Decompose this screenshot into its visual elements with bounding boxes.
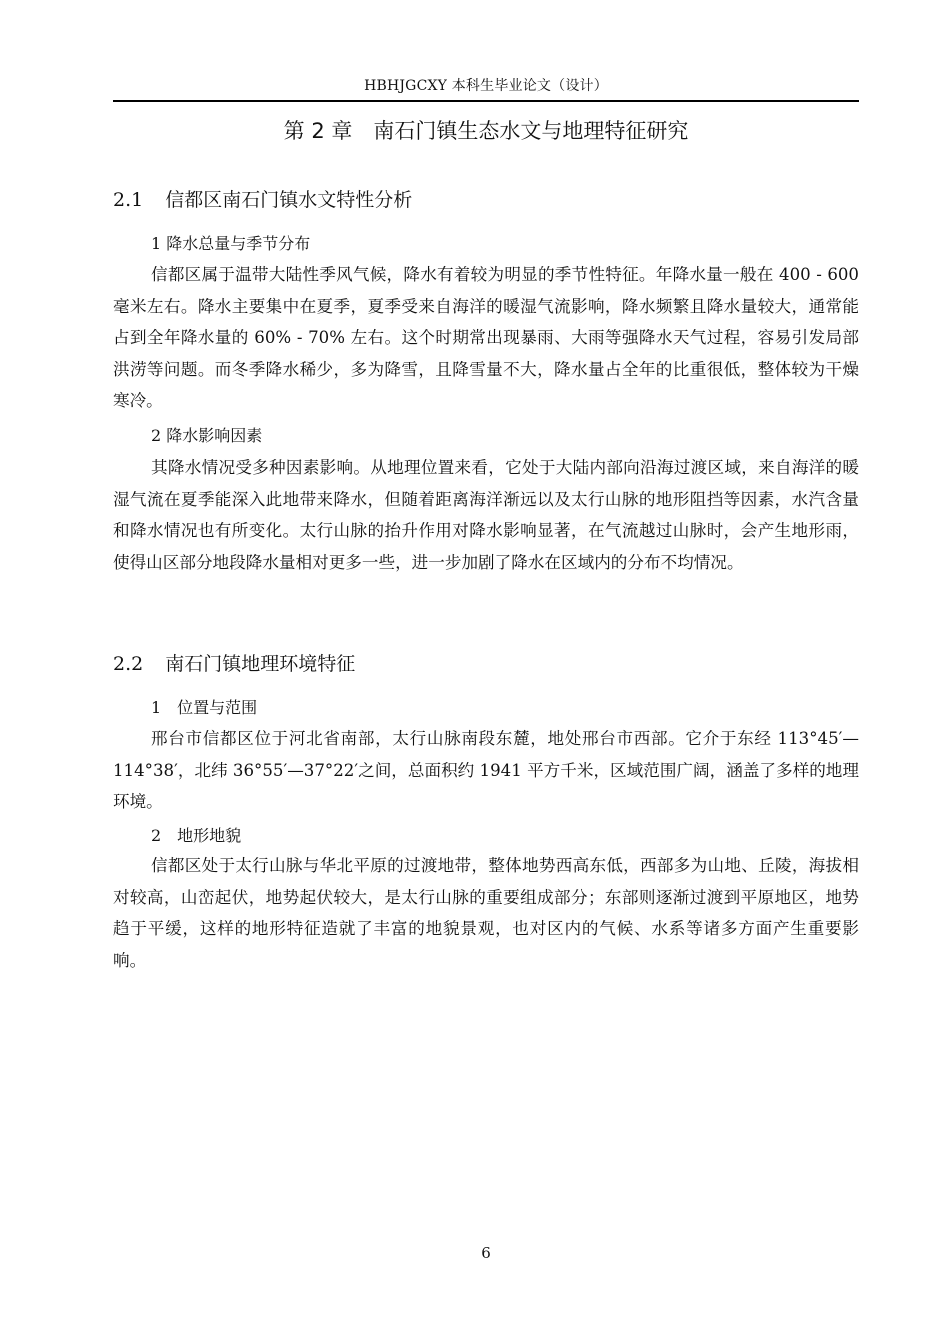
subsection-label: 2 降水影响因素 — [151, 426, 263, 445]
section-title: 信都区南石门镇水文特性分析 — [165, 189, 413, 211]
body-paragraph: 其降水情况受多种因素影响。从地理位置来看，它处于大陆内部向沿海过渡区域，来自海洋的暖湿气流在夏季能深入此地带来降水，但随着距离海洋渐远以及太行山脉的地形阻挡等因素，水汽含量和降水情况也有所变化。太行山脉的抬升作用对降水影响显著，在气流越过山脉时，会产生地形雨，使得山区部分地段降水量相对更多一些，进一步加剧了降水在区域内的分布不均情况。 — [113, 458, 859, 572]
section-heading-2-1 — [113, 186, 859, 214]
body-paragraph: 信都区处于太行山脉与华北平原的过渡地带，整体地势西高东低，西部多为山地、丘陵，海拔相对较高，山峦起伏，地势起伏较大，是太行山脉的重要组成部分；东部则逐渐过渡到平原地区，地势趋于平缓，这样的地形特征造就了丰富的地貌景观，也对区内的气候、水系等诸多方面产生重要影响。 — [113, 856, 859, 970]
header-rule — [113, 100, 859, 102]
page-number: 6 — [481, 1244, 491, 1262]
subsection-label: 1 位置与范围 — [151, 698, 258, 717]
running-header: HBHJGCXY 本科生毕业论文（设计） — [364, 78, 608, 94]
subsection-label: 2 地形地貌 — [151, 826, 242, 845]
section-number: 2.1 — [113, 189, 144, 211]
subsection-label: 1 降水总量与季节分布 — [151, 234, 311, 253]
section-title: 南石门镇地理环境特征 — [165, 653, 356, 675]
section-heading-2-2 — [113, 650, 859, 678]
body-paragraph: 信都区属于温带大陆性季风气候，降水有着较为明显的季节性特征。年降水量一般在 400 - 600 毫米左右。降水主要集中在夏季，夏季受来自海洋的暖湿气流影响，降水频繁且降水量较大，通常能占到全年降水量的 60% - 70% 左右。这个时期常出现暴雨、大雨等强降水天气过程，容易引发局部洪涝等问题。而冬季降水稀少，多为降雪，且降雪量不大，降水量占全年的比重很低，整体较为干燥寒冷。 — [113, 265, 859, 410]
chapter-title: 第 2 章 南石门镇生态水文与地理特征研究 — [283, 119, 689, 143]
section-number: 2.2 — [113, 653, 144, 675]
body-paragraph: 邢台市信都区位于河北省南部，太行山脉南段东麓，地处邢台市西部。它介于东经 113°45′—114°38′，北纬 36°55′—37°22′之间，总面积约 1941 平方千米，区域范围广阔，涵盖了多样的地理环境。 — [113, 729, 859, 811]
